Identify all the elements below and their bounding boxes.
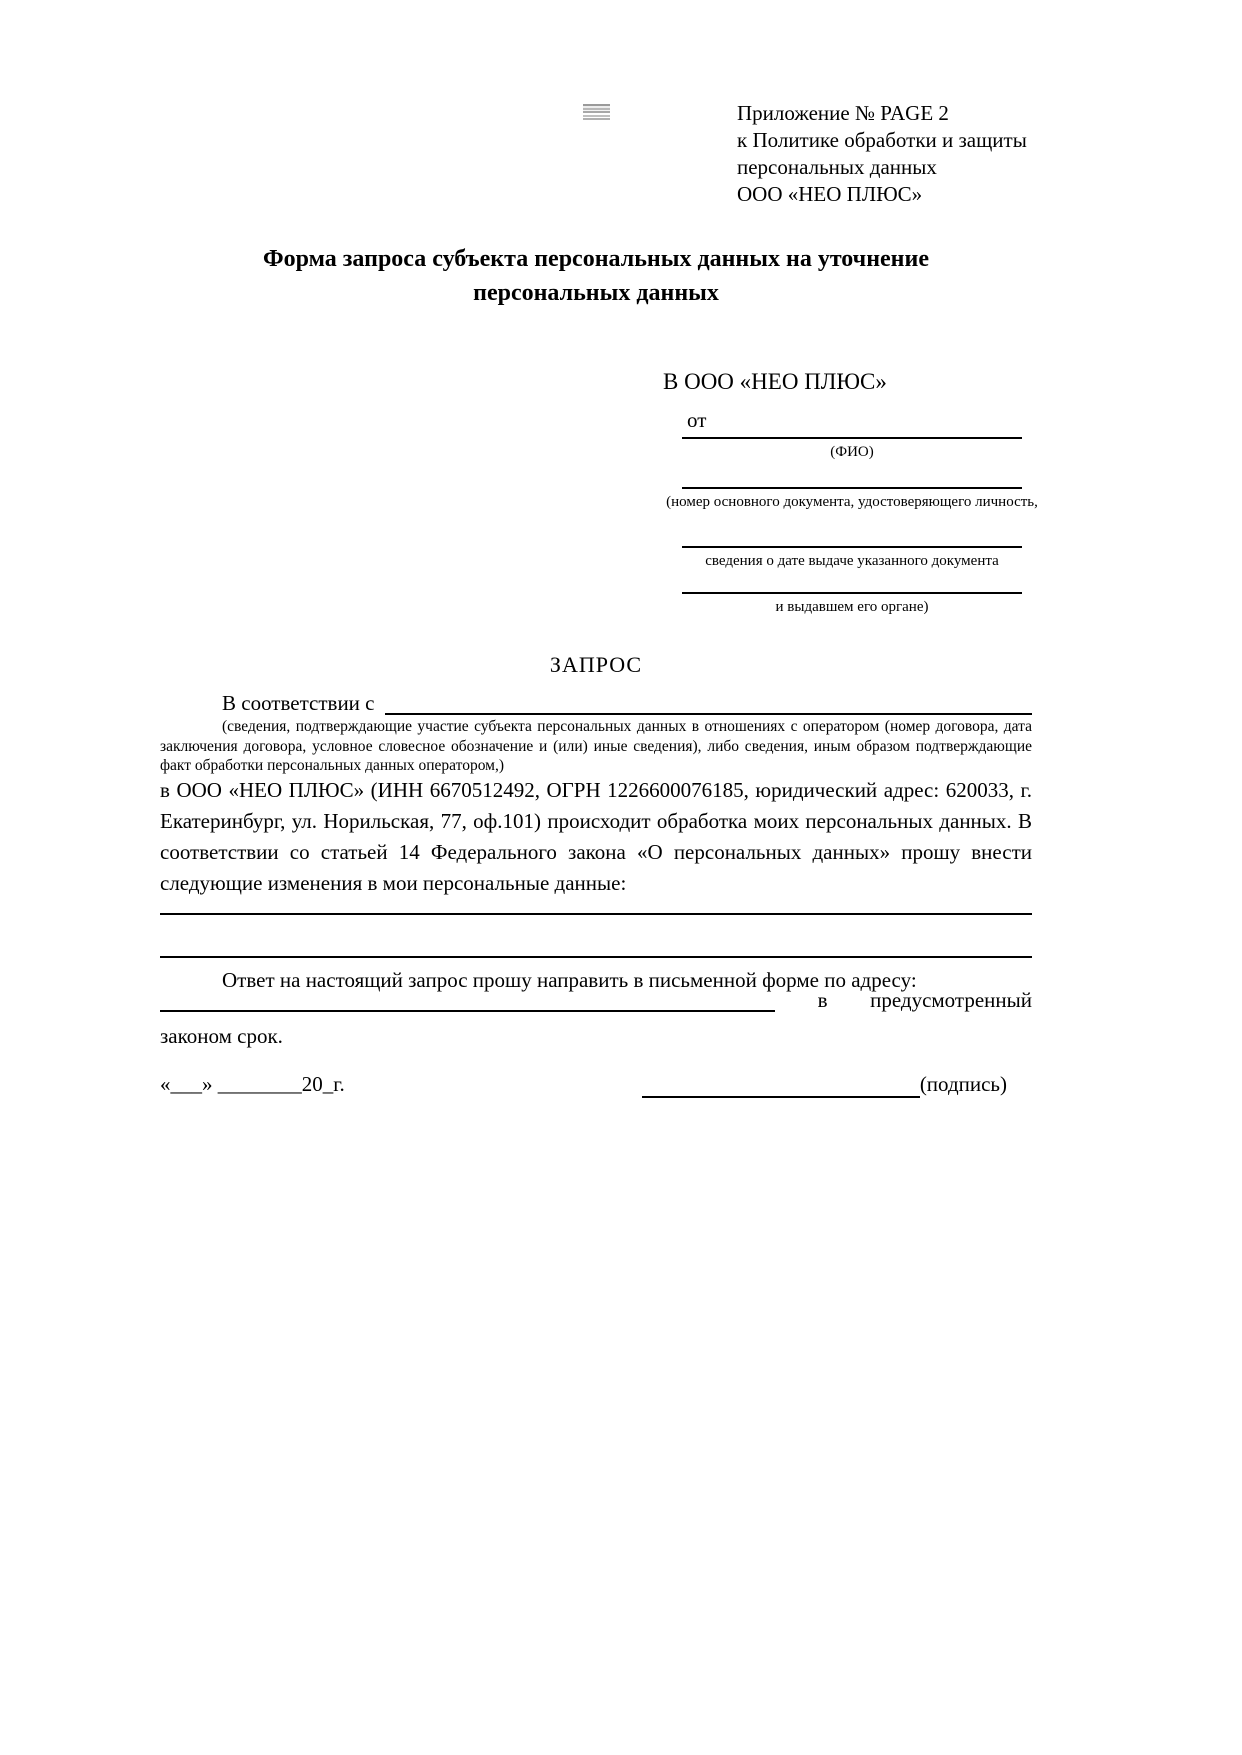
- response-lead: Ответ на настоящий запрос прошу направить в письменной форме по адресу:: [222, 968, 917, 992]
- appendix-header-line: ООО «НЕО ПЛЮС»: [737, 182, 923, 206]
- response-word-v: в: [817, 988, 828, 1012]
- fine-print-caption: (сведения, подтверждающие участие субъекта персональных данных в отношениях с оператором (номер договора, дата заключения договора, условное словесное обозначение и (или) иные сведения), либо сведения, иным образом подтверждающие факт обработки персональных данных оператором,): [160, 718, 1032, 774]
- accordance-fill-line[interactable]: [385, 690, 1033, 715]
- fio-field-caption: (ФИО): [830, 444, 874, 460]
- appendix-header: [737, 100, 1027, 208]
- header-mark-icon: [583, 104, 610, 123]
- appendix-header-line: персональных данных: [737, 155, 937, 179]
- body-paragraph: в ООО «НЕО ПЛЮС» (ИНН 6670512492, ОГРН 1226600076185, юридический адрес: 620033, г. Екатеринбург, ул. Норильская, 77, оф.101) происходит обработка моих персональных данных. В соответствии со статьей 14 Федерального закона «О персональных данных» прошу внести следующие изменения в мои персональные данные:: [160, 778, 1032, 895]
- accordance-row: [160, 690, 1032, 717]
- issuing-authority-caption: и выдавшем его органе): [775, 599, 929, 615]
- date-blank[interactable]: «___» ________20_г.: [160, 1072, 345, 1096]
- addressee-from-label: от: [687, 408, 707, 432]
- page-title: Форма запроса субъекта персональных данных на уточнение персональных данных: [263, 246, 929, 306]
- signature-caption: (подпись): [919, 1072, 1007, 1096]
- document-number-caption: (номер основного документа, удостоверяющего личность,: [666, 494, 1038, 510]
- request-heading: ЗАПРОС: [549, 652, 643, 677]
- appendix-header-line: Приложение № PAGE 2: [737, 101, 949, 125]
- changes-fill-line-1[interactable]: [160, 913, 1032, 915]
- issue-date-caption: сведения о дате выдаче указанного документа: [705, 553, 999, 569]
- address-fill-line[interactable]: [160, 990, 775, 1012]
- signature-fill-line[interactable]: [642, 1074, 920, 1098]
- appendix-header-line: к Политике обработки и защиты: [737, 128, 1027, 152]
- document-number-fill-line[interactable]: [682, 487, 1022, 489]
- fio-fill-line[interactable]: [682, 437, 1022, 439]
- addressee-organization: В ООО «НЕО ПЛЮС»: [663, 369, 887, 394]
- changes-fill-line-2[interactable]: [160, 956, 1032, 958]
- footer-row: [160, 1070, 1032, 1098]
- response-word-predusmotrenny: предусмотренный: [870, 988, 1032, 1012]
- issuing-authority-fill-line[interactable]: [682, 592, 1022, 594]
- response-closing: законом срок.: [160, 1024, 283, 1048]
- issue-date-fill-line[interactable]: [682, 546, 1022, 548]
- accordance-prefix: В соответствии с: [222, 691, 375, 715]
- response-address-row: [160, 988, 1032, 1012]
- signature-group: [642, 1070, 1007, 1098]
